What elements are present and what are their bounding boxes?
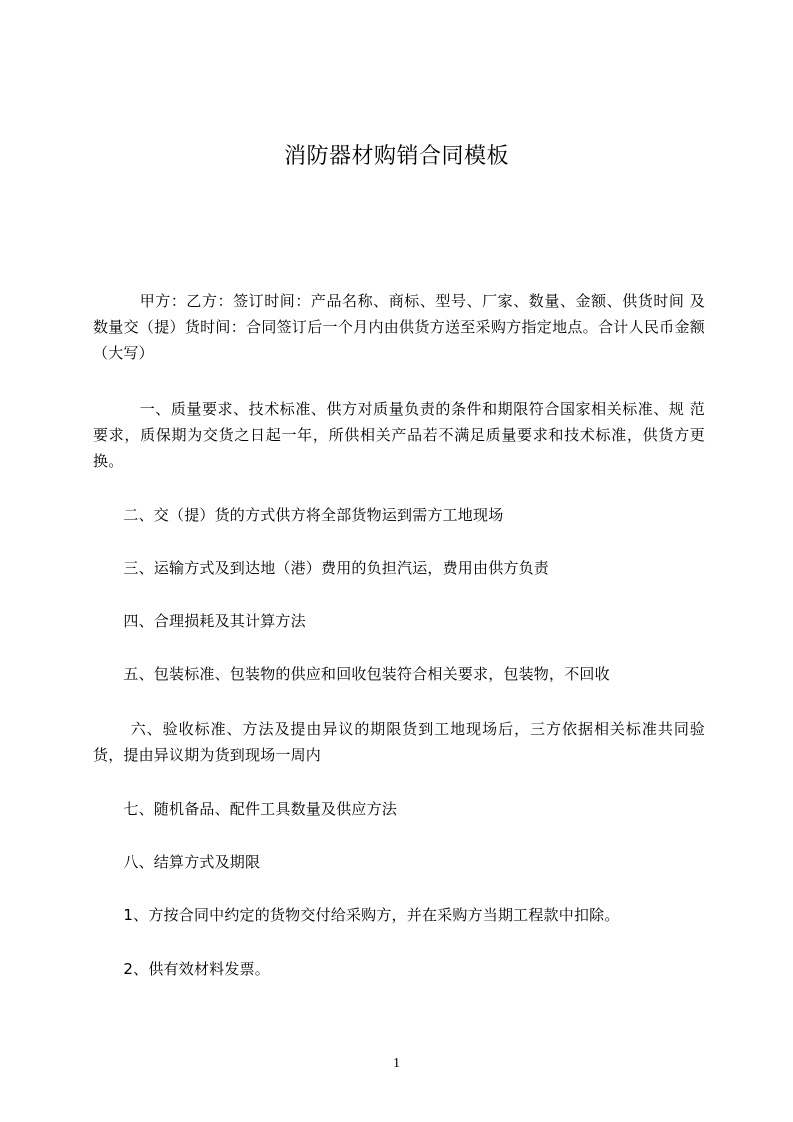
paragraph-delivery-method: 二、交（提）货的方式供方将全部货物运到需方工地现场 (93, 506, 504, 524)
paragraph-packaging: 五、包装标准、包装物的供应和回收包装符合相关要求，包装物，不回收 (93, 665, 610, 683)
paragraph-parties-lead: 甲方：乙方：签订时间：产品名称、商标、型号、厂家、数量、金额、供货时间 (93, 292, 685, 310)
paragraph-quality: 一、质量要求、技术标准、供方对质量负责的条件和期限符合国家相关标准、规 范要求，质保期为交货之日起一年，所供相关产品若不满足质量要求和技术标准，供货方更换。 (93, 400, 705, 470)
paragraph-acceptance: 六、验收标准、方法及提由异议的期限货到工地现场后，三方依据相关标准共同验货，提由异议期为货到现场一周内 (93, 720, 705, 764)
paragraph-settlement: 八、结算方式及期限 (93, 853, 261, 871)
paragraph-parties-rest: 及数量交（提）货时间：合同签订后一个月内由供货方送至采购方指定地点。合计人民币金额（大写） (93, 292, 706, 362)
paragraph-settlement-item-1: 1、方按合同中约定的货物交付给采购方，并在采购方当期工程款中扣除。 (93, 906, 620, 924)
paragraph-settlement-item-2: 2、供有效材料发票。 (93, 960, 270, 978)
paragraph-parties (93, 288, 705, 366)
page-number: 1 (393, 1056, 400, 1071)
paragraph-transport: 三、运输方式及到达地（港）费用的负担汽运，费用由供方负责 (93, 559, 550, 577)
document-title: 消防器材购销合同模板 (283, 144, 509, 169)
paragraph-spare-parts: 七、随机备品、配件工具数量及供应方法 (93, 800, 398, 818)
paragraph-loss: 四、合理损耗及其计算方法 (93, 612, 306, 630)
